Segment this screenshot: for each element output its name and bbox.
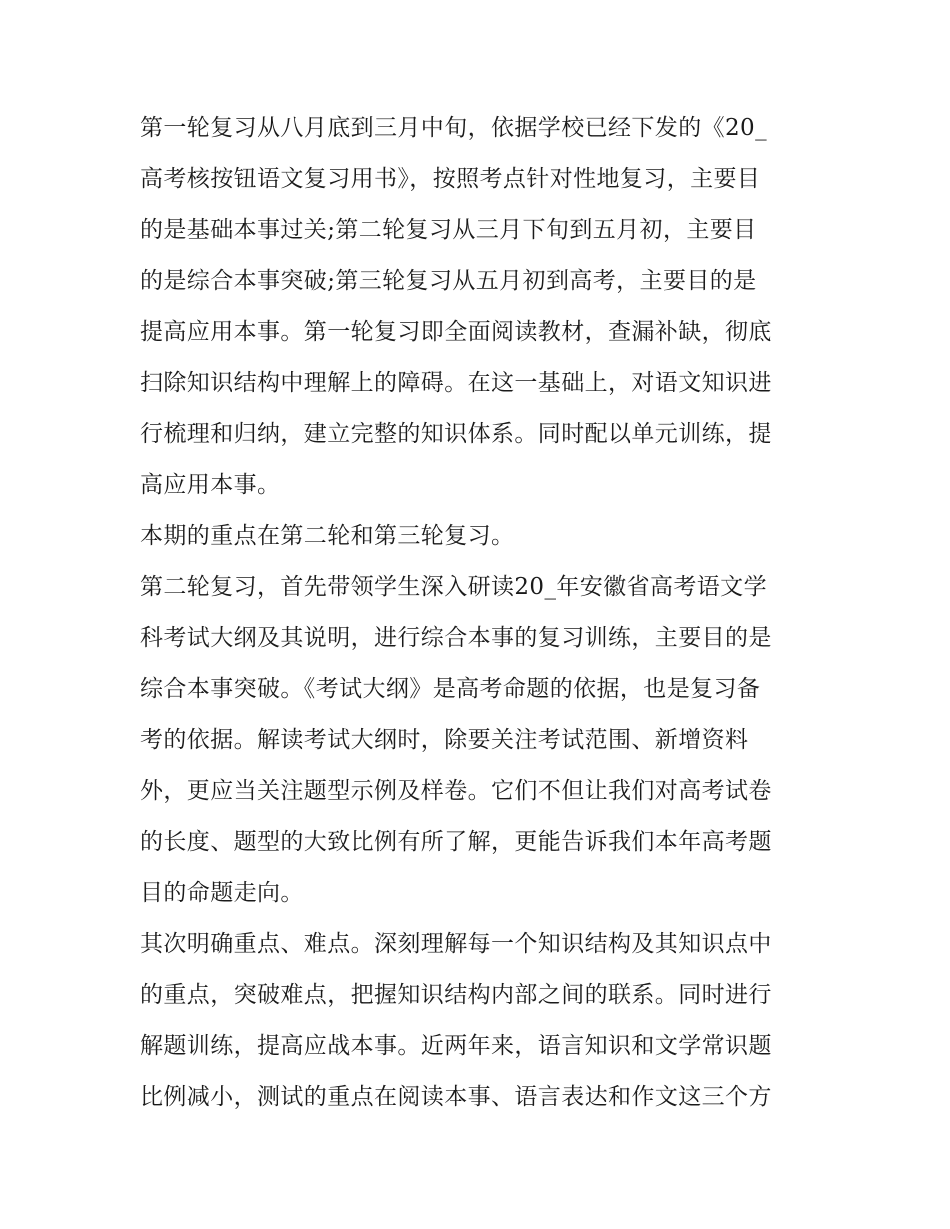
text-line: 本期的重点在第二轮和第三轮复习。 (140, 523, 515, 549)
text-line: 科考试大纲及其说明，进行综合本事的复习训练，主要目的是 (140, 625, 772, 651)
text-line: 行梳理和归纳，建立完整的知识体系。同时配以单元训练，提 (140, 421, 772, 447)
text-line: 第二轮复习，首先带领学生深入研读20_年安徽省高考语文学 (140, 574, 767, 600)
text-line: 高考核按钮语文复习用书》，按照考点针对性地复习，主要目 (140, 166, 761, 192)
text-line: 目的命题走向。 (140, 880, 304, 906)
text-line: 外，更应当关注题型示例及样卷。它们不但让我们对高考试卷 (140, 778, 772, 804)
text-line: 的长度、题型的大致比例有所了解，更能告诉我们本年高考题 (140, 829, 772, 855)
text-line: 扫除知识结构中理解上的障碍。在这一基础上，对语文知识进 (140, 370, 772, 396)
text-line: 的重点，突破难点，把握知识结构内部之间的联系。同时进行 (140, 982, 772, 1008)
text-line: 比例减小，测试的重点在阅读本事、语言表达和作文这三个方 (140, 1084, 772, 1110)
text-line: 综合本事突破。《考试大纲》是高考命题的依据，也是复习备 (140, 676, 761, 702)
text-line: 其次明确重点、难点。深刻理解每一个知识结构及其知识点中 (140, 931, 772, 957)
text-line: 的是综合本事突破;第三轮复习从五月初到高考，主要目的是 (140, 268, 757, 294)
text-line: 的是基础本事过关;第二轮复习从三月下旬到五月初，主要目 (140, 217, 757, 243)
text-line: 第一轮复习从八月底到三月中旬，依据学校已经下发的《20_ (140, 115, 767, 141)
text-line: 考的依据。解读考试大纲时，除要关注考试范围、新增资料 (140, 727, 749, 753)
text-line: 提高应用本事。第一轮复习即全面阅读教材，查漏补缺，彻底 (140, 319, 772, 345)
text-line: 高应用本事。 (140, 472, 281, 498)
text-line: 解题训练，提高应战本事。近两年来，语言知识和文学常识题 (140, 1033, 772, 1059)
